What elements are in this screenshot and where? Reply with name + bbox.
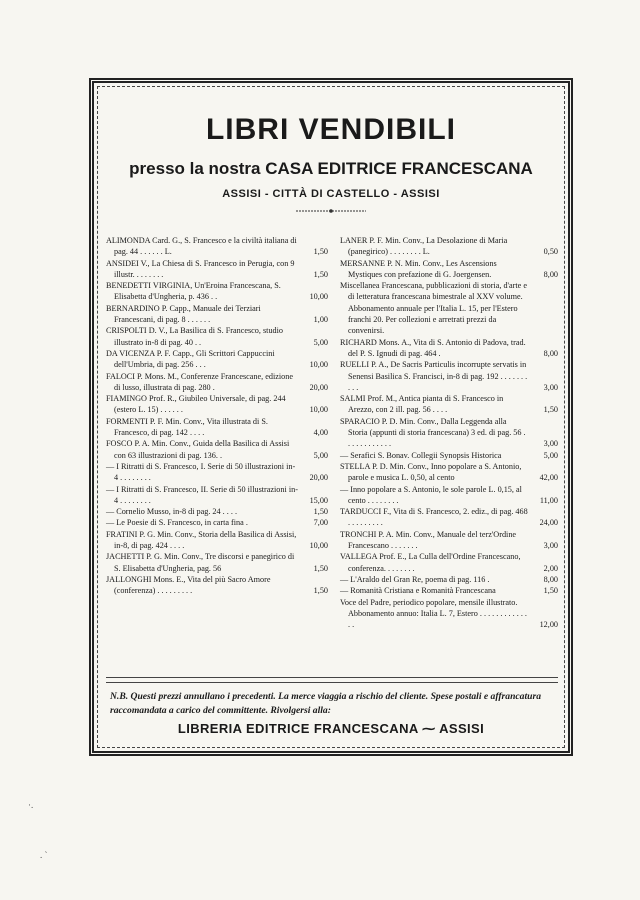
notice-text: N.B. Questi prezzi annullano i precedenti. La merce viaggia a rischio del cliente. Spese postali e affrancatura raccomandata a carico del committente. Rivolgersi alla: [110,691,542,716]
catalog-entry [106,325,328,348]
entry-price: 8,00 [543,348,558,358]
entry-price: 5,00 [543,450,558,460]
entry-price: 20,00 [309,382,328,392]
catalog-entry [340,484,558,507]
right-catalog-column [340,235,558,630]
entry-text: VALLEGA Prof. E., La Culla dell'Ordine Francescano, conferenza. . . . . . . . [340,552,521,573]
catalog-entry [340,461,558,484]
entry-price: 11,00 [539,495,558,505]
catalog-entry [340,450,558,461]
entry-price: 1,00 [313,315,328,325]
catalog-entry [106,551,328,574]
entry-price: 4,00 [313,428,328,438]
entry-text: ALIMONDA Card. G., S. Francesco e la civiltà italiana di pag. 44 . . . . . . L. [106,236,297,257]
entry-price: 42,00 [539,473,558,483]
entry-text: — I Ritratti di S. Francesco, I. Serie di 50 illustrazioni in-4 . . . . . . . . [106,461,296,483]
entry-text: MERSANNE P. N. Min. Conv., Les Ascensions Mystiques con prefazione di G. Joergensen. [340,258,497,279]
entry-price: 3,00 [543,439,558,449]
catalog-entry [340,506,558,529]
catalog-entry [106,303,328,326]
entry-text: JALLONGHI Mons. E., Vita del più Sacro Amore (conferenza) . . . . . . . . . [106,574,271,596]
catalog-entry [340,280,558,336]
entry-price: 10,00 [309,541,328,551]
margin-mark: ·. [28,800,34,810]
entry-text: CRISPOLTI D. V., La Basilica di S. Francesco, studio illustrato in-8 di pag. 40 . . [106,326,284,347]
catalog-entry [106,258,328,281]
entry-price: 0,50 [543,247,558,257]
catalog-entry [340,551,558,574]
entry-text: FALOCI P. Mons. M., Conferenze Francescane, edizione di lusso, illustrata di pag. 280 . [106,371,293,392]
entry-price: 1,50 [543,586,558,596]
entry-price: 8,00 [543,269,558,279]
entry-price: 10,00 [309,405,328,415]
entry-text: FOSCO P. A. Min. Conv., Guida della Basilica di Assisi con 63 illustrazioni di pag. 136. . [106,439,290,460]
catalog-entry [106,574,328,597]
entry-price: 1,50 [313,563,328,573]
entry-price: 3,00 [543,382,558,392]
catalog-entry [106,506,328,517]
location-line: ASSISI - CITTÀ DI CASTELLO - ASSISI [222,188,440,200]
catalog-entry [340,337,558,360]
left-catalog-column [106,235,328,597]
catalog-entry [106,438,328,461]
entry-price: 5,00 [313,450,328,460]
ornament-divider-icon [296,208,366,214]
margin-mark: . ˋ [40,850,48,860]
entry-price: 1,50 [313,507,328,517]
catalog-entry [340,235,558,258]
catalog-entry [340,585,558,596]
entry-price: 1,50 [313,269,328,279]
page-subtitle: presso la nostra CASA EDITRICE FRANCESCANA [129,159,533,178]
entry-text: — Serafici S. Bonav. Collegii Synopsis Historica [340,450,502,460]
catalog-entry [340,393,558,416]
catalog-entry [106,348,328,371]
entry-text: JACHETTI P. G. Min. Conv., Tre discorsi e panegirico di S. Elisabetta d'Ungheria, pag. 56 [106,552,295,573]
entry-text: RICHARD Mons. A., Vita di S. Antonio di Padova, trad. del P. S. Ignudi di pag. 464 . [340,337,526,358]
entry-text: RUELLI P. A., De Sacris Particulis incorrupte servatis in Senensi Basilica S. Francisci, in-8 di pag. 192 . . . . . . . . . . [340,360,528,392]
entry-text: FIAMINGO Prof. R., Giubileo Universale, di pag. 244 (estero L. 15) . . . . . . [106,394,286,415]
catalog-entry [106,517,328,528]
entry-price: 5,00 [313,337,328,347]
entry-text: DA VICENZA P. F. Capp., Gli Scrittori Cappuccini dell'Umbria, di pag. 256 . . . [106,348,275,370]
entry-price: 7,00 [313,518,328,528]
catalog-entry [106,371,328,394]
entry-price: 8,00 [543,574,558,584]
entry-price: 10,00 [309,292,328,302]
entry-text: ANSIDEI V., La Chiesa di S. Francesco in Perugia, con 9 illustr. . . . . . . . [106,258,295,279]
entry-text: — Le Poesie di S. Francesco, in carta fina . [106,518,248,528]
footer-separator [106,677,558,683]
entry-text: — I Ritratti di S. Francesco, II. Serie di 50 illustrazioni in-4 . . . . . . . . [106,484,298,505]
entry-price: 15,00 [309,495,328,505]
catalog-entry [106,461,328,484]
entry-text: — Romanità Cristiana e Romanità Francescana [340,586,496,596]
catalog-entry [106,235,328,258]
catalog-entry [340,416,558,450]
entry-text: TARDUCCI F., Vita di S. Francesco, 2. ediz., di pag. 468 . . . . . . . . . [340,507,528,528]
catalog-entry [340,359,558,393]
catalog-entry [106,529,328,552]
page-title: LIBRI VENDIBILI [205,113,456,146]
catalog-entry [106,416,328,439]
catalog-entry [106,393,328,416]
entry-price: 12,00 [539,620,558,630]
entry-text: FORMENTI P. F. Min. Conv., Vita illustrata di S. Francesco, di pag. 142 . . . . [106,416,268,438]
catalog-entry [340,574,558,585]
entry-price: 24,00 [539,518,558,528]
entry-text: SALMI Prof. M., Antica pianta di S. Francesco in Arezzo, con 2 ill. pag. 56 . . . . [340,394,504,415]
entry-price: 3,00 [543,541,558,551]
entry-text: LANER P. F. Min. Conv., La Desolazione di Maria (panegirico) . . . . . . . . L. [340,236,508,257]
entry-text: — L'Araldo del Gran Re, poema di pag. 116 . [340,574,490,584]
catalog-entry [340,597,558,631]
entry-text: — Cornelio Musso, in-8 di pag. 24 . . . . [106,507,237,517]
entry-text: FRATINI P. G. Min. Conv., Storia della Basilica di Assisi, in-8, di pag. 424 . . . . [106,529,297,551]
entry-price: 1,50 [313,247,328,257]
entry-text: — Inno popolare a S. Antonio, le sole parole L. 0,15, al cento . . . . . . . . [340,484,522,505]
publisher-line: LIBRERIA EDITRICE FRANCESCANA ⁓ ASSISI [177,721,485,736]
entry-text: BENEDETTI VIRGINIA, Un'Eroina Francescana, S. Elisabetta d'Ungheria, p. 436 . . [106,281,281,302]
entry-price: 1,50 [543,405,558,415]
entry-price: 1,50 [313,586,328,596]
catalog-entry [106,280,328,303]
entry-price: 20,00 [309,473,328,483]
entry-text: BERNARDINO P. Capp., Manuale dei Terziari Francescani, di pag. 8 . . . . . . [106,303,261,325]
entry-price: 2,00 [543,563,558,573]
entry-price: 10,00 [309,360,328,370]
entry-text: SPARACIO P. D. Min. Conv., Dalla Leggenda alla Storia (appunti di storia francescana) 3 ed. di pag. 56 . . . . . . . . . . . . [340,416,526,449]
catalog-entry [106,484,328,507]
entry-text: TRONCHI P. A. Min. Conv., Manuale del terz'Ordine Francescano . . . . . . . [340,529,517,551]
catalog-entry [340,529,558,552]
catalog-entry [340,258,558,281]
entry-text: STELLA P. D. Min. Conv., Inno popolare a S. Antonio, parole e musica L. 0,50, al cento [340,461,522,483]
entry-text: Voce del Padre, periodico popolare, mensile illustrato. Abbonamento annuo: Italia L. 7, Estero . . . . . . . . . . . . . . [340,597,527,630]
entry-text: Miscellanea Francescana, pubblicazioni di storia, d'arte e di letteratura francescana bimestrale al XXV volume. Abbonamento annuale per l'Italia L. 15, per l'Estero franchi 20. Per collezioni e arretrati prezzi da convenirsi. [340,281,527,336]
